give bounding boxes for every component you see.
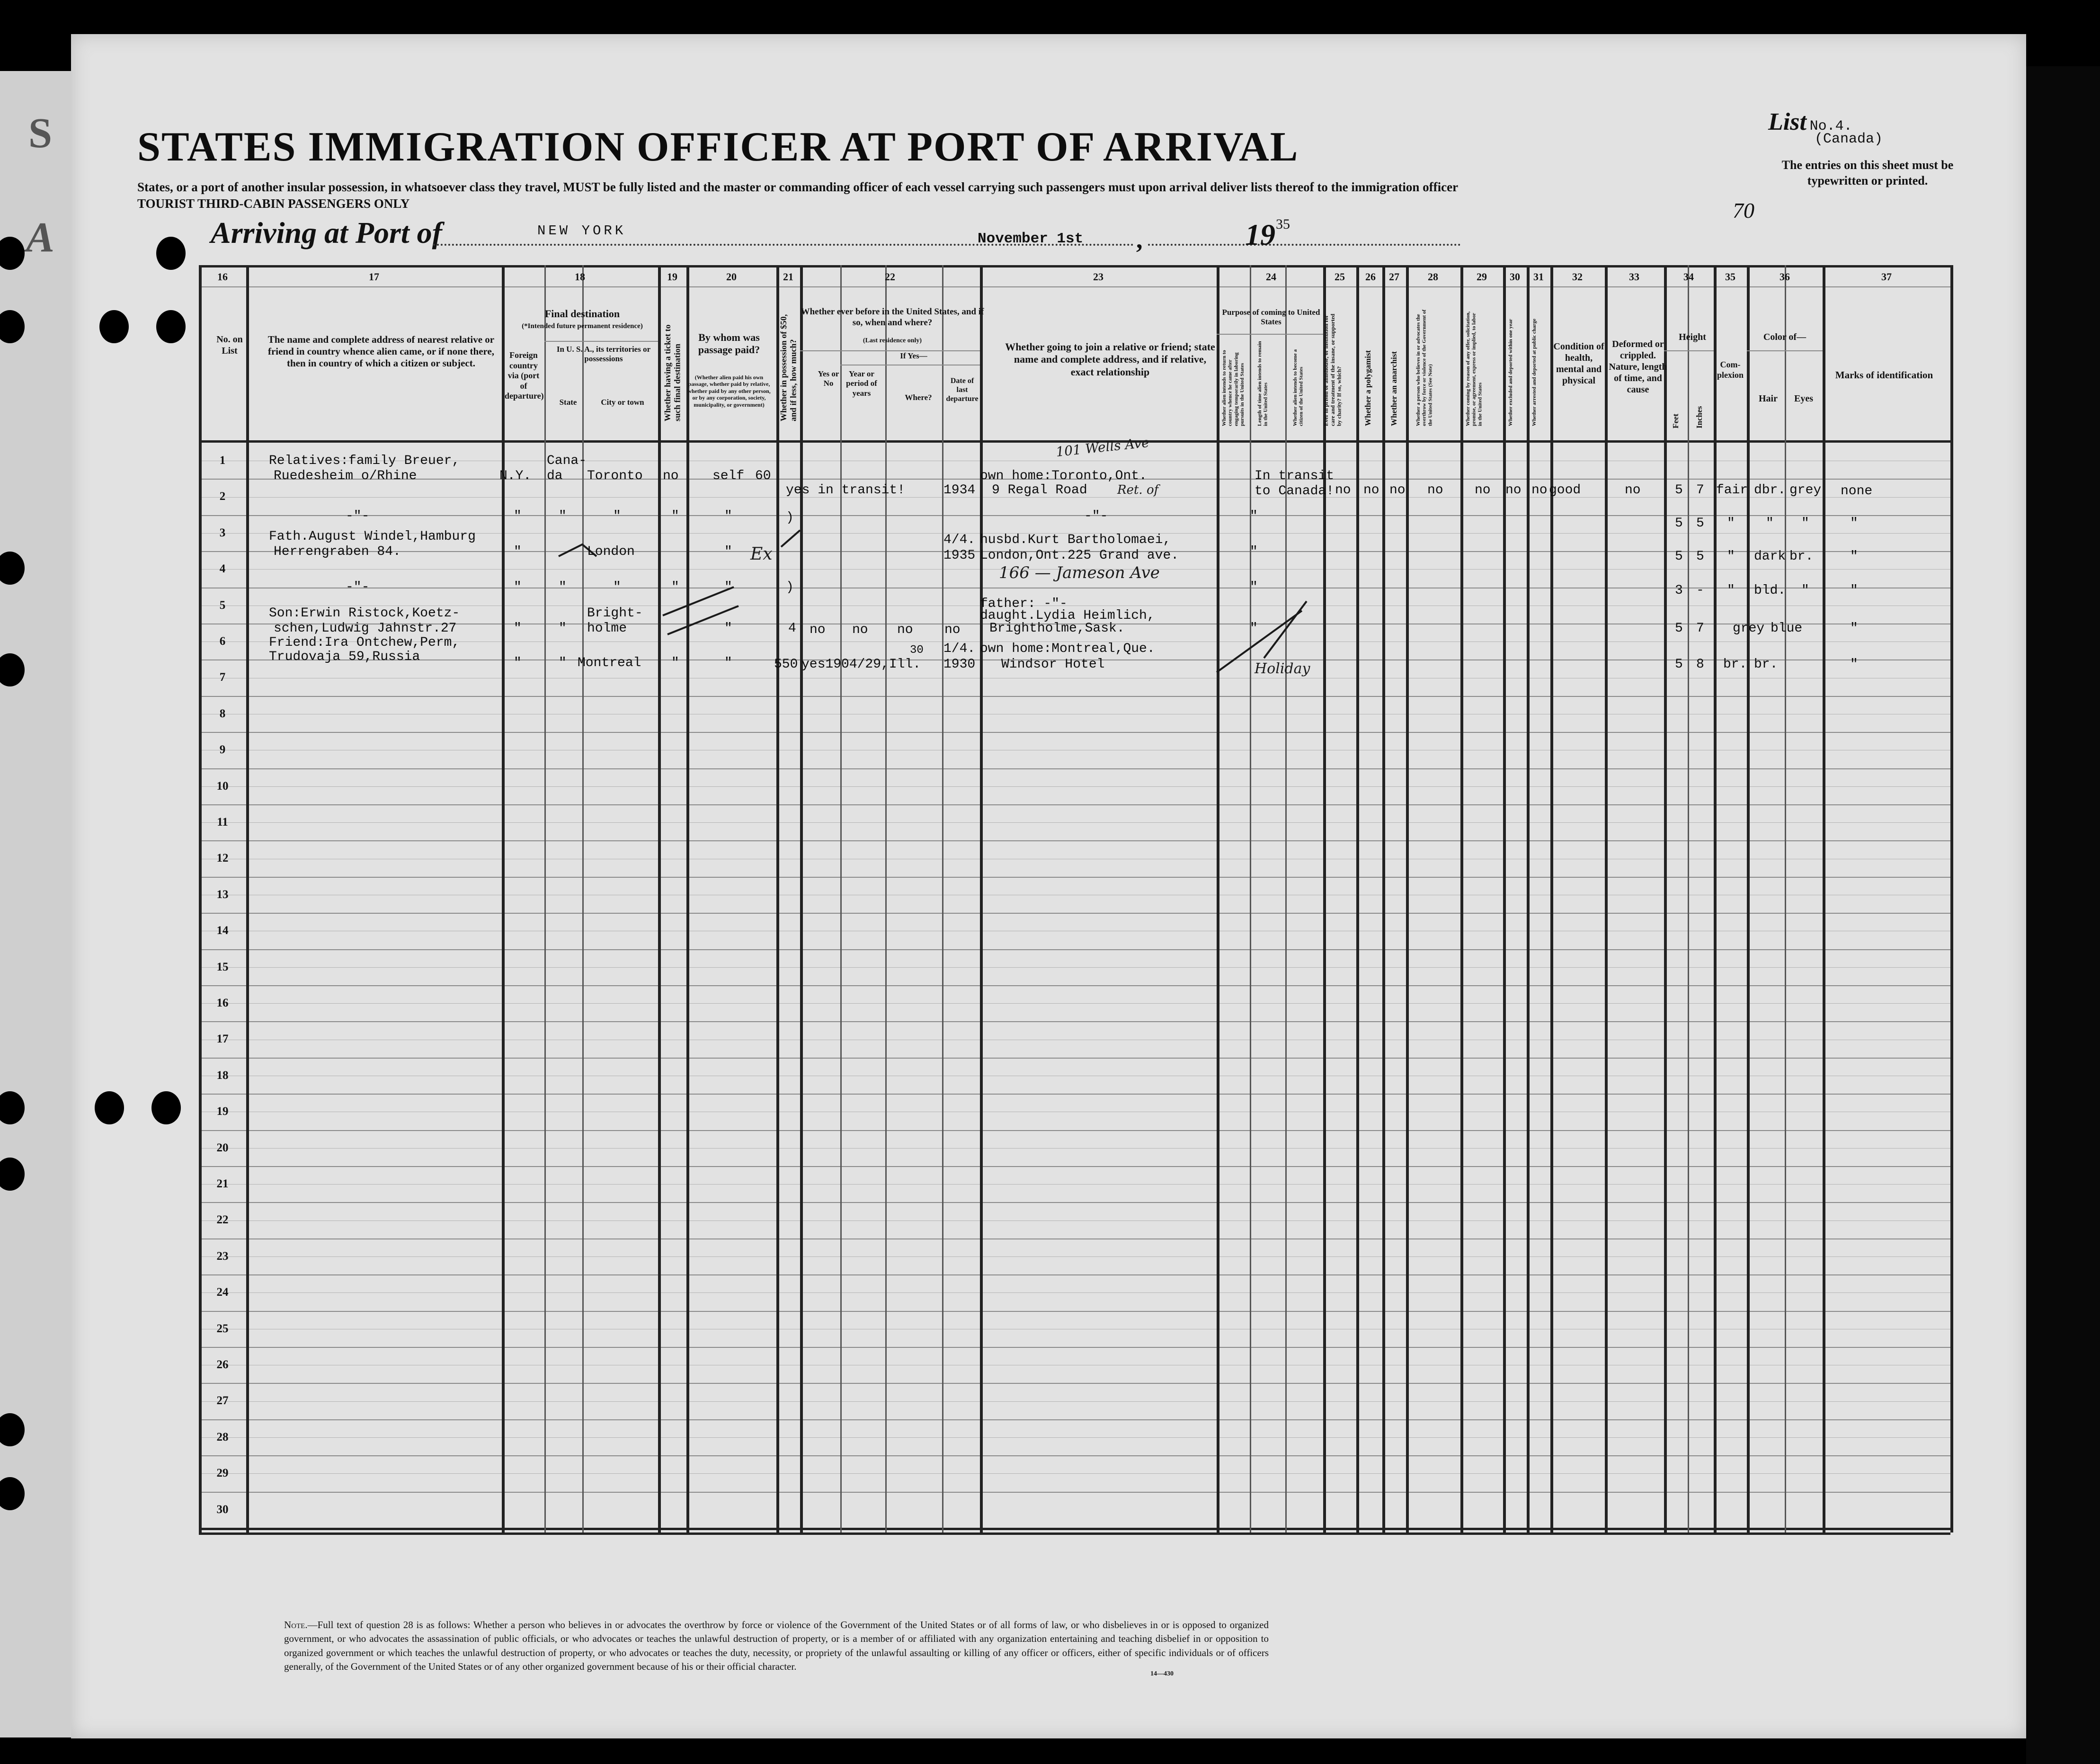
col-final-destination: Final destination xyxy=(544,308,620,320)
r5-paid: " xyxy=(724,621,732,636)
row-number: 22 xyxy=(216,1213,229,1227)
r1-ever-before: yes in transit! xyxy=(786,483,906,498)
r5-purpose: " xyxy=(1250,621,1258,636)
r2-complexion: " xyxy=(1727,516,1735,531)
row-number: 14 xyxy=(216,924,229,937)
list-note: The entries on this sheet must be typewritten or printed. xyxy=(1781,158,1954,187)
r3-eyes: br. xyxy=(1789,549,1814,564)
column-number: 35 xyxy=(1725,271,1735,283)
col-possession: Whether in possession of $50, and if less, how much? xyxy=(779,314,798,421)
r1-join: 9 Regal Road xyxy=(992,483,1087,498)
ghost-letter: A xyxy=(26,214,55,261)
r2-marks: " xyxy=(1850,516,1858,531)
col-hair: Hair xyxy=(1759,393,1778,404)
column-number: 26 xyxy=(1365,271,1376,283)
r6-departure: 1930 xyxy=(943,657,976,672)
column-number: 32 xyxy=(1572,271,1583,283)
r6-join: own home:Montreal,Que. xyxy=(980,641,1155,656)
col-inches: Inches xyxy=(1695,406,1704,428)
r6-ever-before-correction: 30 xyxy=(910,644,924,657)
handwritten-purpose: Holiday xyxy=(1255,660,1310,677)
page-number: 70 xyxy=(1733,198,1754,223)
arrival-year-prefix: 19 xyxy=(1245,218,1275,251)
r3-paid: " xyxy=(724,544,732,559)
r1-q29: no xyxy=(1475,483,1491,498)
handwritten-note: Ret. of xyxy=(1117,483,1159,497)
col-ticket: Whether having a ticket to such final destination xyxy=(663,324,682,421)
r3-complexion: " xyxy=(1727,549,1735,564)
r2-city: " xyxy=(613,509,621,524)
r6-money: 550 xyxy=(774,657,798,672)
r2-foreign: " xyxy=(514,509,522,524)
r1-money: 60 xyxy=(755,469,771,483)
r4-inches: - xyxy=(1696,583,1704,598)
r3-feet: 5 xyxy=(1675,549,1683,564)
r5-feet: 5 xyxy=(1675,621,1683,636)
r3-hair: dark xyxy=(1754,549,1786,564)
col-purpose-a: Whether alien intends to return to country whence he came after engaging temporarily in laboring pursuits in the United States xyxy=(1221,350,1245,426)
arrival-line: Arriving at Port of NEW YORK , November 1st 19 35 xyxy=(211,215,1394,253)
r6-foreign: " xyxy=(514,656,522,670)
footnote xyxy=(284,1618,1269,1674)
r1-purpose: to Canada! xyxy=(1255,484,1335,499)
r1-q31: no xyxy=(1531,483,1548,498)
arrival-year: 35 xyxy=(1276,216,1290,232)
row-number: 4 xyxy=(219,562,226,576)
column-number: 30 xyxy=(1510,271,1520,283)
col-yes-or-no: Yes or No xyxy=(818,369,839,388)
form-title: STATES IMMIGRATION OFFICER AT PORT OF ARRIVAL xyxy=(137,124,1299,170)
r3-relative: Fath.August Windel,Hamburg xyxy=(269,529,476,544)
r1-complexion: fair xyxy=(1716,483,1748,498)
r3-marks: " xyxy=(1850,549,1858,564)
column-number: 16 xyxy=(217,271,228,283)
r1-marks: none xyxy=(1841,484,1873,499)
column-number: 22 xyxy=(885,271,895,283)
r1-eyes: grey xyxy=(1789,483,1822,498)
ghost-letter: S xyxy=(28,110,53,157)
r4-city: " xyxy=(613,580,621,595)
col-health: Condition of health, mental and physical xyxy=(1553,341,1604,386)
row-number: 10 xyxy=(216,779,229,793)
col-foreign-country: Foreign country via (port of departure) xyxy=(505,350,544,401)
col-ever-before-note: (Last residence only) xyxy=(863,337,922,344)
row-number: 6 xyxy=(219,635,226,648)
r3-city: London xyxy=(587,544,635,559)
row-number: 3 xyxy=(219,526,226,539)
row-number: 15 xyxy=(216,960,229,973)
r2-state: " xyxy=(559,509,567,524)
r6-complexion: br. xyxy=(1723,657,1747,672)
r4-join: father: -"- xyxy=(980,597,1068,611)
r2-ticket: " xyxy=(671,509,679,524)
column-number: 25 xyxy=(1335,271,1345,283)
col-polygamist: Whether a polygamist xyxy=(1363,350,1372,426)
r5-join: Brightholme,Sask. xyxy=(989,621,1125,636)
list-label: List xyxy=(1768,108,1806,135)
column-number: 20 xyxy=(726,271,737,283)
r1-q30: no xyxy=(1505,483,1522,498)
col-q30: Whether excluded and deported within one year xyxy=(1508,319,1513,426)
col-relative: The name and complete address of nearest relative or friend in country whence alien came, or if none there, then in country of which a citizen or subject. xyxy=(267,334,495,369)
r6-relative: Trudovaja 59,Russia xyxy=(269,650,420,664)
r3-departure: 4/4. xyxy=(943,533,976,547)
r4-purpose: " xyxy=(1250,580,1258,595)
col-color-of: Color of— xyxy=(1763,332,1806,342)
row-number: 5 xyxy=(219,598,226,612)
row-number: 7 xyxy=(219,671,226,684)
column-number: 24 xyxy=(1266,271,1276,283)
r1-paid: self xyxy=(712,469,745,483)
r2-purpose: " xyxy=(1250,509,1258,524)
r5-state: " xyxy=(559,621,567,636)
col-year-period: Year or period of years xyxy=(846,369,877,398)
col-purpose: Purpose of coming to United States xyxy=(1222,308,1320,327)
r2-paid: " xyxy=(724,509,732,524)
col-feet: Feet xyxy=(1671,413,1680,428)
r2-money: ) xyxy=(786,510,794,525)
row-number: 27 xyxy=(216,1394,229,1408)
column-number: 28 xyxy=(1428,271,1438,283)
r5-join: daught.Lydia Heimlich, xyxy=(980,608,1155,623)
row-number: 9 xyxy=(219,743,226,757)
column-number: 21 xyxy=(783,271,793,283)
col-q31: Whether arrested and deported at public charge xyxy=(1531,319,1537,426)
row-number: 11 xyxy=(217,816,228,829)
col-city: City or town xyxy=(601,398,644,407)
col-no-on-list: No. on List xyxy=(216,334,243,356)
col-join-relative: Whether going to join a relative or friend; state name and complete address, and if relative, exact relationship xyxy=(1005,341,1215,378)
row-number: 25 xyxy=(216,1322,229,1335)
col-marks: Marks of identification xyxy=(1835,369,1933,381)
r1-state: Cana- xyxy=(547,454,587,468)
r3-foreign: " xyxy=(514,544,522,559)
column-number: 31 xyxy=(1533,271,1544,283)
column-number: 27 xyxy=(1389,271,1399,283)
footnote-text: —Full text of question 28 is as follows: Whether a person who believes in or advocates the overthrow by force or violence of the Government of the United States or of all forms of law, or who disbelieves in or is opposed to organized government, or who advocates the assassination of public officials, or who advocates or teaches the unlawful destruction of property, or is a member of or affiliated with any organization entertaining and teaching disbelief in or opposition to organized government or which teaches the unlawful destruction of property, or who advocates or teaches the duty, necessity, or propriety of the unlawful assaulting or killing of any officer or officers, either of specific individuals or of officers generally, of the Government of the United States or of any other organized government because of his or their official character. xyxy=(284,1619,1269,1673)
footnote-label: Note. xyxy=(284,1619,308,1630)
col-by-whom-note: (Whether alien paid his own passage, whether paid by relative, whether paid by any other person, or by any corporation, society, municipality, or government) xyxy=(687,374,771,408)
row-number: 18 xyxy=(216,1069,229,1082)
r1-q25: no xyxy=(1335,483,1351,498)
row-number: 24 xyxy=(216,1286,229,1299)
col-in-usa: In U. S. A., its territories or possessions xyxy=(556,345,651,364)
r5-city: holme xyxy=(587,621,627,636)
r1-city: Toronto xyxy=(587,469,643,483)
row-number: 17 xyxy=(216,1033,229,1046)
handwritten-address: 166 — Jameson Ave xyxy=(999,563,1160,582)
r5-before-where: no xyxy=(897,623,913,637)
r1-feet: 5 xyxy=(1675,483,1683,498)
r6-ticket: " xyxy=(671,656,679,670)
r5-relative: schen,Ludwig Jahnstr.27 xyxy=(274,621,457,636)
r1-q28: no xyxy=(1427,483,1443,498)
r1-health: good xyxy=(1549,483,1581,498)
r1-hair: dbr. xyxy=(1754,483,1786,498)
r6-ever-before: yes1904/29,Ill. xyxy=(801,657,921,672)
row-number: 12 xyxy=(216,852,229,865)
r5-money: 4 xyxy=(788,621,796,636)
col-prison: Ever in prison or almshouse, or institution for care and treatment of the insane, or supported by charity? If so, which? xyxy=(1323,313,1343,426)
row-number: 21 xyxy=(216,1177,229,1190)
r5-complexion: grey xyxy=(1733,621,1765,636)
r6-city: Montreal xyxy=(578,656,641,670)
r4-complexion: " xyxy=(1727,583,1735,598)
row-number: 19 xyxy=(216,1105,229,1118)
r4-feet: 3 xyxy=(1675,583,1683,598)
col-deformed: Deformed or crippled. Nature, length of time, and cause xyxy=(1609,339,1667,395)
r5-relative: Son:Erwin Ristock,Koetz- xyxy=(269,606,460,621)
row-number: 16 xyxy=(216,997,229,1009)
col-date-last-departure: Date of last departure xyxy=(946,377,979,403)
row-number: 28 xyxy=(216,1430,229,1443)
r1-relative: Relatives:family Breuer, xyxy=(269,454,460,468)
r2-join: -"- xyxy=(1084,509,1108,524)
r5-before-yn: no xyxy=(810,623,826,637)
r3-inches: 5 xyxy=(1696,549,1704,564)
form-code: 14—430 xyxy=(1150,1670,1174,1677)
r1-join: own home:Toronto,Ont. xyxy=(980,469,1147,483)
r6-join: Windsor Hotel xyxy=(1001,657,1105,672)
row-number: 13 xyxy=(216,888,229,901)
row-number: 1 xyxy=(219,454,226,467)
subtitle-class: TOURIST THIRD-CABIN PASSENGERS ONLY xyxy=(137,196,410,211)
r2-relative: -"- xyxy=(346,509,370,524)
r4-relative: -"- xyxy=(346,580,370,595)
r5-hair: blue xyxy=(1771,621,1803,636)
r5-city: Bright- xyxy=(587,606,643,621)
col-where: Where? xyxy=(905,393,932,402)
col-if-yes: If Yes— xyxy=(900,351,927,360)
pen-check-stroke xyxy=(781,530,800,547)
column-number: 23 xyxy=(1093,271,1103,283)
r1-q27: no xyxy=(1389,483,1406,498)
r6-paid: " xyxy=(724,656,732,670)
column-number: 36 xyxy=(1780,271,1790,283)
r2-hair: " xyxy=(1766,516,1774,531)
r6-departure: 1/4. xyxy=(943,641,976,656)
r3-purpose: " xyxy=(1250,544,1258,559)
r1-state: da xyxy=(547,469,563,483)
col-eyes: Eyes xyxy=(1794,393,1813,404)
r6-feet: 5 xyxy=(1675,657,1683,672)
handwritten-mark: Ex xyxy=(750,544,773,564)
arrival-port: NEW YORK xyxy=(537,223,626,239)
r4-money: ) xyxy=(786,580,794,595)
r5-foreign: " xyxy=(514,621,522,636)
r1-q26: no xyxy=(1363,483,1379,498)
r1-ticket: no xyxy=(663,469,679,483)
r4-paid: " xyxy=(724,580,732,595)
column-number: 33 xyxy=(1629,271,1639,283)
r3-join: London,Ont.225 Grand ave. xyxy=(980,548,1179,563)
pen-check-stroke xyxy=(1264,601,1307,658)
r5-inches: 7 xyxy=(1696,621,1704,636)
column-number: 18 xyxy=(575,271,585,283)
row-number: 29 xyxy=(216,1467,229,1480)
r1-foreign: N.Y. xyxy=(499,469,532,483)
r1-departure: 1934 xyxy=(943,483,976,498)
r1-purpose: In transit xyxy=(1255,469,1335,483)
col-complexion: Com-plexion xyxy=(1717,360,1744,380)
col-state: State xyxy=(559,398,577,407)
r4-foreign: " xyxy=(514,580,522,595)
row-number: 8 xyxy=(219,707,226,720)
r1-relative: Ruedesheim o/Rhine xyxy=(274,469,417,483)
r4-state: " xyxy=(559,580,567,595)
r1-inches: 7 xyxy=(1696,483,1704,498)
row-number: 2 xyxy=(219,490,226,503)
r6-state: " xyxy=(559,656,567,670)
column-number: 37 xyxy=(1881,271,1892,283)
col-by-whom: By whom was passage paid? xyxy=(698,331,760,356)
col-q28: Whether a person who believes in or advocates the overthrow by force or violence of the Government of the United States (See Note) xyxy=(1415,309,1433,426)
col-purpose-b: Length of time alien intends to remain in the United States xyxy=(1257,341,1269,426)
col-anarchist: Whether an anarchist xyxy=(1389,351,1398,426)
r3-relative: Herrengraben 84. xyxy=(274,544,401,559)
r2-eyes: " xyxy=(1801,516,1809,531)
col-purpose-c: Whether alien intends to become a citizen of the United States xyxy=(1292,349,1304,426)
row-number: 20 xyxy=(216,1141,229,1154)
column-number: 17 xyxy=(369,271,379,283)
r1-deformed: no xyxy=(1625,483,1641,498)
arrival-date: November 1st xyxy=(978,231,1084,247)
r6-marks: " xyxy=(1850,657,1858,672)
col-q29: Whether coming by reason of any offer, solicitation, promise, or agreement, express or implied, to labor in the United States xyxy=(1465,311,1483,426)
row-number: 23 xyxy=(216,1249,229,1263)
col-final-destination-note: (*Intended future permanent residence) xyxy=(522,322,643,330)
arriving-label: Arriving at Port of xyxy=(211,216,442,249)
r4-marks: " xyxy=(1850,583,1858,598)
r4-eyes: " xyxy=(1801,583,1809,598)
column-number: 19 xyxy=(667,271,677,283)
row-number: 26 xyxy=(216,1358,229,1371)
row-number: 30 xyxy=(216,1503,229,1516)
column-number: 29 xyxy=(1477,271,1487,283)
r6-inches: 8 xyxy=(1696,657,1704,672)
r5-before-dep: no xyxy=(944,623,961,637)
col-height: Height xyxy=(1679,332,1706,342)
r3-departure: 1935 xyxy=(943,548,976,563)
r3-join: husbd.Kurt Bartholomaei, xyxy=(980,533,1171,547)
r6-relative: Friend:Ira Ontchew,Perm, xyxy=(269,635,460,650)
handwritten-address: 101 Wells Ave xyxy=(1055,434,1150,460)
column-number: 34 xyxy=(1683,271,1694,283)
r6-hair: br. xyxy=(1754,657,1778,672)
col-ever-before: Whether ever before in the United States, and if so, when and where? xyxy=(801,307,984,328)
list-country: (Canada) xyxy=(1815,131,1883,147)
r5-marks: " xyxy=(1850,621,1858,636)
r4-hair: bld. xyxy=(1754,583,1786,598)
r5-before-yr: no xyxy=(852,623,868,637)
r4-ticket: " xyxy=(671,580,679,595)
r2-inches: 5 xyxy=(1696,516,1704,531)
r2-feet: 5 xyxy=(1675,516,1683,531)
subtitle-instructions: States, or a port of another insular possession, in whatsoever class they travel, MUST be fully listed and the master or commanding officer of each vessel carrying such passengers must upon arrival deliver lists thereof to the immigration officer xyxy=(137,180,1459,194)
list-number: No.4. xyxy=(1809,118,1852,134)
